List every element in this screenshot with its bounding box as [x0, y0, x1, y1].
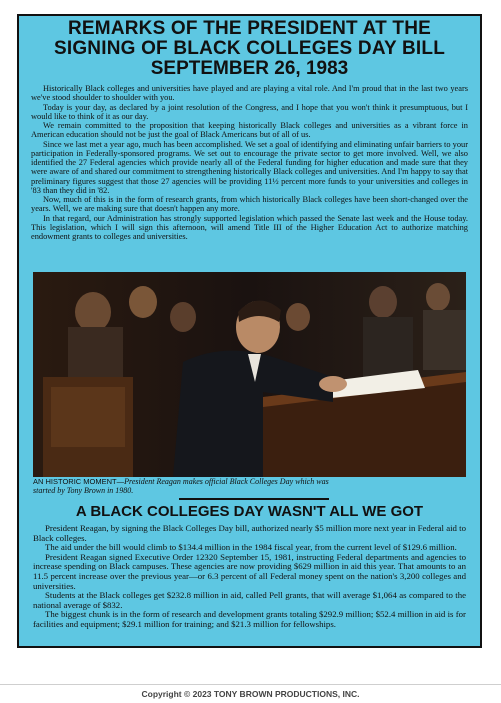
headline-line-2: SIGNING OF BLACK COLLEGES DAY BILL	[53, 38, 446, 59]
paragraph: Students at the Black colleges get $232.8 million in aid, called Pell grants, that will average $1,064 as compared to the national average of $832.	[33, 590, 466, 610]
copyright-footer: Copyright © 2023 TONY BROWN PRODUCTIONS, INC.	[141, 689, 360, 699]
headline	[19, 19, 480, 79]
signing-photo	[33, 272, 466, 477]
section-divider	[179, 498, 329, 500]
paragraph: Today is your day, as declared by a joint resolution of the Congress, and I hope that you won't think it presumptuous, but I would like to think of it as our day.	[31, 102, 468, 121]
photo-caption	[33, 477, 333, 495]
paragraph: President Reagan signed Executive Order 12320 September 15, 1981, instructing Federal departments and agencies to increase spending on Black campuses. These agencies are now providing $629 million in aid this year. That amounts to an 11.5 percent increase over the previous year—or 6.3 percent of all Federal money spent on the nation's 3,200 colleges and universities.	[33, 551, 466, 591]
footer-divider	[0, 684, 501, 685]
paragraph: Now, much of this is in the form of research grants, from which historically Black colleges have been short-changed over the years. Well, we are making sure that doesn't happen any more.	[31, 195, 468, 214]
headline-line-1: REMARKS OF THE PRESIDENT AT THE	[68, 18, 431, 39]
paragraph: The biggest chunk is in the form of research and development grants totaling $292.9 million; $52.4 million in aid is for facilities and equipment; $29.1 million for training; and $21.3 million for fellowships.	[33, 609, 466, 629]
paragraph: Historically Black colleges and universities have played and are playing a vital role. And I'm proud that in the last two years we've stood shoulder to shoulder with you.	[31, 84, 468, 103]
clipping-page	[17, 14, 482, 648]
paragraph: The aid under the bill would climb to $134.4 million in the 1984 fiscal year, from the current level of $129.6 million.	[45, 542, 457, 553]
caption-lead: AN HISTORIC MOMENT—	[33, 477, 125, 486]
paragraph: We remain committed to the proposition that keeping historically Black colleges and universities as a vibrant force in American education should not be just the goal of Black Americans but of all of us.	[31, 121, 468, 140]
paragraph: Since we last met a year ago, much has been accomplished. We set a goal of identifying and eliminating unfair barriers to your participation in Federally-sponsored programs. We set out to encourage the private sector to get more involved. Well, we also identified the 27 Federal agencies which provide nearly all of the Federal funding for higher education and made sure that they were aware of and shared our commitment to strengthening historically Black colleges and universities. And I'm happy to say that preliminary figures suggest that those 27 agencies will be providing 11½ percent more funds to your universities and colleges in '83 than they did in '82.	[31, 139, 468, 195]
remarks-body	[31, 84, 468, 241]
headline-date: SEPTEMBER 26, 1983	[150, 58, 349, 79]
paragraph: President Reagan, by signing the Black Colleges Day bill, authorized nearly $5 million more next year in Federal aid to Black colleges.	[33, 523, 466, 543]
caption-text: President Reagan makes official Black Colleges Day which was started by Tony Brown in 1980.	[33, 477, 329, 495]
section-body	[33, 524, 466, 630]
section-headline: A BLACK COLLEGES DAY WASN'T ALL WE GOT	[75, 503, 424, 520]
paragraph: In that regard, our Administration has strongly supported legislation which passed the Senate last week and the House today. This legislation, which I will sign this afternoon, will amend Title III of the Higher Education Act to authorize matching endowment grants to colleges and universities.	[31, 213, 468, 241]
signing-photo-illustration	[33, 272, 466, 477]
